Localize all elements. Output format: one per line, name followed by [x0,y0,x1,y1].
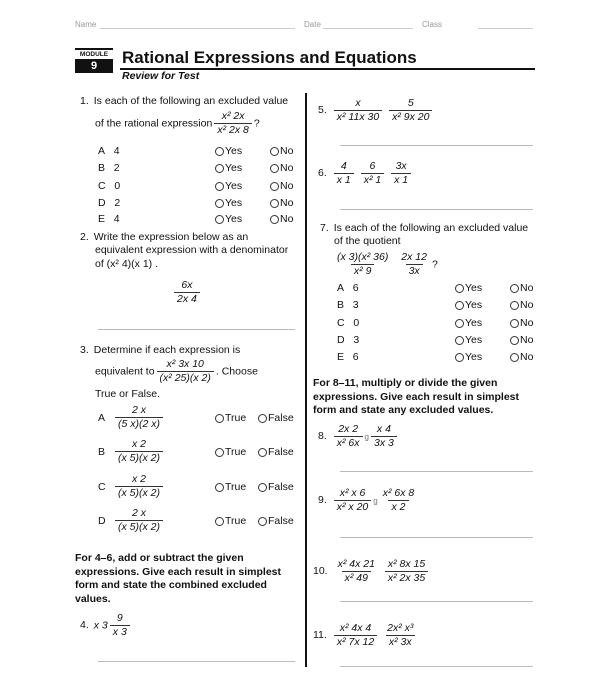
radio-circle-icon [510,353,519,362]
yes-radio[interactable] [455,334,482,346]
radio-label: No [280,180,294,192]
radio-circle-icon [215,483,224,492]
false-radio[interactable] [258,481,294,493]
radio-circle-icon [215,147,224,156]
true-radio[interactable] [215,515,246,527]
answer-line-6[interactable] [340,209,533,210]
radio-circle-icon [270,182,279,191]
option-row: B 3 [337,299,359,311]
true-radio[interactable] [215,446,246,458]
no-radio[interactable] [270,180,293,192]
question-10: 10. $\frac{\text{x² 4x 21}}{\text{x² 49}}$ $\frac{\text{x² 8x 15}}{\text{x² 2x 35}}$ [313,558,430,585]
no-radio[interactable] [510,334,533,346]
radio-circle-icon [510,301,519,310]
radio-circle-icon [510,284,519,293]
question-text: Is each of the following an excluded value [93,95,289,107]
question-9: 9. $\frac{\text{x² x 6}}{\text{x² x 20}}$ g $\frac{\text{x² 6x 8}}{x 2}$ [318,487,415,513]
option-row: C 0 [98,180,121,192]
yes-radio[interactable] [215,180,242,192]
radio-label: Yes [225,180,243,192]
page-subtitle: Review for Test [122,70,200,82]
radio-circle-icon [215,164,224,173]
no-radio[interactable] [270,145,293,157]
radio-circle-icon [270,215,279,224]
class-label: Class [422,20,443,29]
yes-radio[interactable] [215,197,242,209]
question-number: 3. [80,344,89,356]
question-text: Write the expression below as an [93,231,249,243]
radio-label: No [280,145,294,157]
no-radio[interactable] [510,282,533,294]
radio-label: Yes [225,197,243,209]
radio-circle-icon [215,414,224,423]
question-text: Determine if each expression is [93,344,241,356]
radio-label: True [225,446,247,458]
option-letter: C [98,481,106,493]
radio-circle-icon [510,336,519,345]
question-number: 1. [80,95,89,107]
radio-label: No [520,317,534,329]
true-radio[interactable] [215,481,246,493]
radio-circle-icon [455,301,464,310]
yes-radio[interactable] [455,317,482,329]
radio-label: True [225,481,247,493]
name-field[interactable] [100,28,295,29]
fraction: $\frac{\text{x² 3x 10}}{\text{(x² 25)(x 2)}}$ [157,358,214,385]
option-row: E 6 [337,351,359,363]
module-number: 9 [75,59,113,73]
option-row: A 6 [337,282,359,294]
yes-radio[interactable] [215,162,242,174]
answer-line-9[interactable] [340,537,533,538]
radio-circle-icon [215,182,224,191]
radio-label: True [225,412,247,424]
no-radio[interactable] [510,351,533,363]
yes-radio[interactable] [215,213,242,225]
false-radio[interactable] [258,515,294,527]
fraction: $\frac{x 2}{(x 5)(x 2)}$ [115,473,163,500]
fraction: $\frac{x 2}{(x 5)(x 2)}$ [115,438,163,465]
question-6: 6. $\frac{4}{x 1}$ $\frac{6}{\text{x² 1}}$ $\frac{3x}{x 1}$ [318,160,413,187]
option-row: E 4 [98,213,120,225]
radio-label: No [280,162,294,174]
question-5: 5. $\frac{x}{\text{x² 11x 30}}$ $\frac{5}{\text{x² 9x 20}}$ [318,97,434,124]
answer-line-2[interactable] [98,329,295,330]
radio-label: No [280,197,294,209]
no-radio[interactable] [270,213,293,225]
radio-label: Yes [225,145,243,157]
radio-label: False [268,446,294,458]
radio-circle-icon [258,414,267,423]
radio-label: False [268,515,294,527]
answer-line-11[interactable] [340,666,533,667]
radio-label: No [280,213,294,225]
true-radio[interactable] [215,412,246,424]
radio-label: No [520,282,534,294]
date-field[interactable] [323,28,413,29]
question-text: of the rational expression [95,117,213,130]
fraction: $\frac{2 x}{(5 x)(2 x)}$ [115,404,163,431]
option-row: B 2 [98,162,120,174]
radio-circle-icon [455,353,464,362]
no-radio[interactable] [510,299,533,311]
radio-circle-icon [258,448,267,457]
option-letter: A [98,412,106,424]
question-4: 4. x 3 $\frac{9}{x 3}$ [80,612,132,639]
radio-circle-icon [455,319,464,328]
answer-line-5[interactable] [340,145,533,146]
question-number: 2. [80,231,89,243]
radio-label: No [520,351,534,363]
answer-line-8[interactable] [340,471,533,472]
radio-circle-icon [270,199,279,208]
radio-label: False [268,412,294,424]
worksheet-page: Name Date Class MODULE 9 Rational Expressions and Equations Review for Test 1. Is each of the following an excluded value of the rational expression $\frac{\text{x² 2x}}{\text{x² 2x 8}}$ ? A 4 Yes No B 2 Yes No C 0 Yes No D 2 Yes No E 4 Yes No 2. Write the expression below as an equivalent expression with a denominator of (x² 4)(x 1) . $\frac{6x}{2x 4}$ 3. Determine if each expression is equivalent to $\frac{\text{x² 3x 10}}{\text{(x² 25)(x 2)}}$ . Choose True or False. A $\frac{2 x}{(5 x)(2 x)}$ True False B $\frac{x 2}{(x 5)(x 2)}$ True False C $\frac{x 2}{(x 5)(x 2)}$ True False D $\frac{2 x}{(x 5)(x 2)}$ True False For 4–6, add or subtract the given expressions. Give each result in simplest form and state the combined excluded values. 4. x 3 $\frac{9}{x 3}$ 5. $\frac{x}{\text{x² 11x 30}}$ $\frac{5}{\text{x² 9x 20}}$ 6. $\frac{4}{x 1}$ $\frac{6}{\text{x² 1}}$ $\frac{3x}{x 1}$ 7. Is each of the following an excluded value of the quotient $\frac{\text{(x 3)(x² 36)}}{\text{x² 9}}$ $\frac{2x 12}{3x}$ ? A 6 Yes No B 3 Yes No C 0 Yes No D 3 Yes No E 6 Yes No For 8–11, multiply or divide the given expressions. Give each result in simplest form and state any excluded values. 8. $\frac{2x 2}{\text{x² 6x}}$ g $\frac{x 4}{3x 3}$ 9. $\frac{\text{x² x 6}}{\text{x² x 20}}$ g $\frac{\text{x² 6x 8}}{x 2}$ 10. $\frac{\text{x² 4x 21}}{\text{x² 49}}$ $\frac{\text{x² 8x 15}}{\text{x² 2x 35}}$ 11. $\frac{\text{x² 4x 4}}{\text{x² 7x 12}}$ $\frac{\text{2x² x³}}{\text{x² 3x}}$ [0,0,609,700]
radio-label: Yes [465,282,483,294]
page-title: Rational Expressions and Equations [122,48,417,67]
date-label: Date [304,20,321,29]
fraction: $\frac{6x}{2x 4}$ [174,279,200,306]
answer-line-4[interactable] [98,661,295,662]
yes-radio[interactable] [455,351,482,363]
no-radio[interactable] [270,197,293,209]
radio-circle-icon [258,517,267,526]
option-row: C 0 [337,317,360,329]
yes-radio[interactable] [215,145,242,157]
name-label: Name [75,20,97,29]
question-text: equivalent expression with a denominator [95,244,289,256]
radio-label: Yes [465,317,483,329]
fraction: $\frac{2 x}{(x 5)(x 2)}$ [115,507,163,534]
question-11: 11. $\frac{\text{x² 4x 4}}{\text{x² 7x 12}}$ $\frac{\text{2x² x³}}{\text{x² 3x}}$ [313,622,414,648]
option-row: D 3 [337,334,360,346]
radio-circle-icon [455,284,464,293]
option-letter: B [98,446,106,458]
instructions-4-6: For 4–6, add or subtract the given expressions. Give each result in simplest form and state the combined excluded values. [75,552,282,605]
module-label: MODULE [79,51,109,58]
radio-circle-icon [215,199,224,208]
module-badge [75,48,113,73]
class-field[interactable] [478,28,533,29]
fraction: $\frac{\text{x² 2x}}{\text{x² 2x 8}}$ [214,110,252,137]
question-8: 8. $\frac{2x 2}{\text{x² 6x}}$ g $\frac{x 4}{3x 3}$ [318,423,399,450]
radio-circle-icon [215,517,224,526]
radio-label: Yes [465,351,483,363]
column-divider [305,93,307,667]
radio-circle-icon [215,448,224,457]
answer-line-10[interactable] [340,601,533,602]
option-row: D 2 [98,197,121,209]
option-letter: D [98,515,106,527]
no-radio[interactable] [270,162,293,174]
option-row: A 4 [98,145,120,157]
yes-radio[interactable] [455,282,482,294]
radio-label: True [225,515,247,527]
radio-label: Yes [225,213,243,225]
radio-label: False [268,481,294,493]
question-text: of (x² 4)(x 1) . [95,258,159,270]
false-radio[interactable] [258,446,294,458]
question-text: of the quotient [334,235,401,247]
radio-label: Yes [225,162,243,174]
radio-label: No [520,299,534,311]
question-text: True or False. [95,388,160,400]
radio-circle-icon [215,215,224,224]
radio-label: No [520,334,534,346]
radio-circle-icon [270,164,279,173]
radio-label: Yes [465,334,483,346]
yes-radio[interactable] [455,299,482,311]
radio-circle-icon [258,483,267,492]
no-radio[interactable] [510,317,533,329]
radio-circle-icon [270,147,279,156]
false-radio[interactable] [258,412,294,424]
radio-circle-icon [510,319,519,328]
instructions-8-11: For 8–11, multiply or divide the given expressions. Give each result in simplest form and state any excluded values. [313,377,520,416]
radio-label: Yes [465,299,483,311]
radio-circle-icon [455,336,464,345]
